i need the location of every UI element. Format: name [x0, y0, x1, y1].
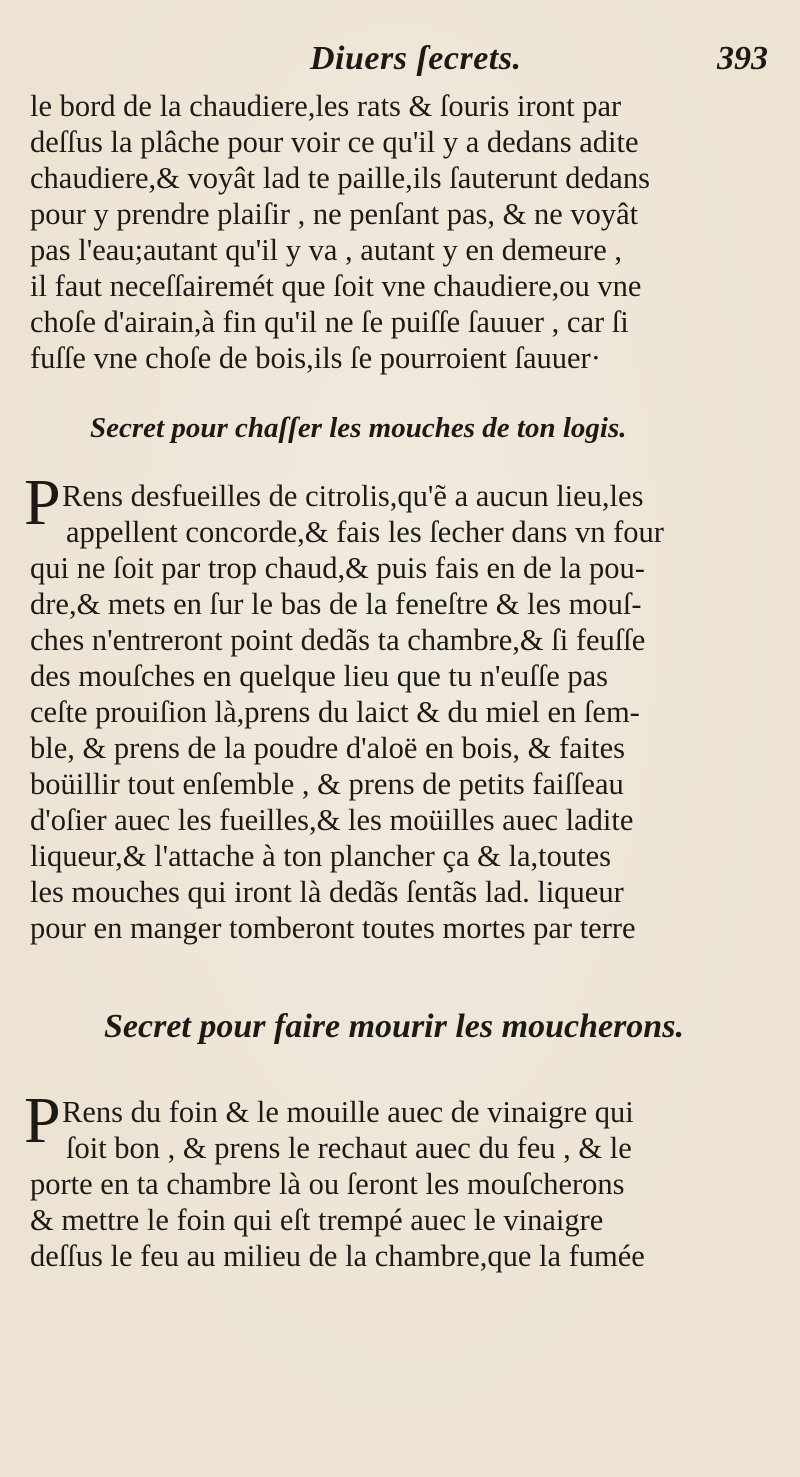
- text-line: des mouſches en quelque lieu que tu n'euſſe pas: [30, 659, 609, 693]
- text-line: ſoit bon , & prens le rechaut auec du feu , & le: [66, 1131, 632, 1165]
- text-line: fuſſe vne choſe de bois,ils ſe pourroient ſauuer·: [30, 341, 601, 375]
- text-line: le bord de la chaudiere,les rats & ſouris iront par: [30, 89, 622, 123]
- section-heading: Secret pour faire mourir les moucherons.: [104, 1008, 684, 1045]
- text-line: porte en ta chambre là ou ſeront les mouſcherons: [30, 1167, 625, 1201]
- text-line: ches n'entreront point dedãs ta chambre,& ſi feuſſe: [30, 623, 646, 657]
- text-line: deſſus le feu au milieu de la chambre,que la fumée: [30, 1239, 645, 1273]
- text-line: pour en manger tomberont toutes mortes par terre: [30, 911, 636, 945]
- text-line: choſe d'airain,à fin qu'il ne ſe puiſſe ſauuer , car ſi: [30, 305, 629, 339]
- text-line: d'oſier auec les fueilles,& les moüilles auec ladite: [30, 803, 634, 837]
- text-line: Rens du foin & le mouille auec de vinaigre qui: [62, 1095, 634, 1129]
- running-title: Diuers ſecrets.: [310, 40, 522, 77]
- text-line: il faut neceſſairemét que ſoit vne chaudiere,ou vne: [30, 269, 642, 303]
- text-line: Rens desfueilles de citrolis,qu'ẽ a aucun lieu,les: [62, 479, 644, 513]
- section-heading: Secret pour chaſſer les mouches de ton logis.: [90, 412, 627, 444]
- text-line: pour y prendre plaiſir , ne penſant pas, & ne voyât: [30, 197, 639, 231]
- text-line: liqueur,& l'attache à ton plancher ça & la,toutes: [30, 839, 612, 873]
- text-line: boüillir tout enſemble , & prens de petits faiſſeau: [30, 767, 624, 801]
- text-line: les mouches qui iront là dedãs ſentãs lad. liqueur: [30, 875, 624, 909]
- text-line: pas l'eau;autant qu'il y va , autant y en demeure ,: [30, 233, 622, 267]
- text-line: chaudiere,& voyât lad te paille,ils ſauterunt dedans: [30, 161, 650, 195]
- text-line: appellent concorde,& fais les ſecher dans vn four: [66, 515, 664, 549]
- running-head: [28, 40, 768, 88]
- drop-cap: P: [24, 1084, 61, 1157]
- text-line: deſſus la plâche pour voir ce qu'il y a dedans adite: [30, 125, 639, 159]
- text-line: dre,& mets en ſur le bas de la feneſtre & les mouſ-: [30, 587, 642, 621]
- text-line: ceſte prouiſion là,prens du laict & du miel en ſem-: [30, 695, 640, 729]
- drop-cap: P: [24, 466, 61, 539]
- text-line: & mettre le foin qui eſt trempé auec le vinaigre: [30, 1203, 604, 1237]
- text-line: ble, & prens de la poudre d'aloë en bois, & faites: [30, 731, 625, 765]
- page-number: 393: [717, 40, 768, 77]
- text-line: qui ne ſoit par trop chaud,& puis fais en de la pou-: [30, 551, 645, 585]
